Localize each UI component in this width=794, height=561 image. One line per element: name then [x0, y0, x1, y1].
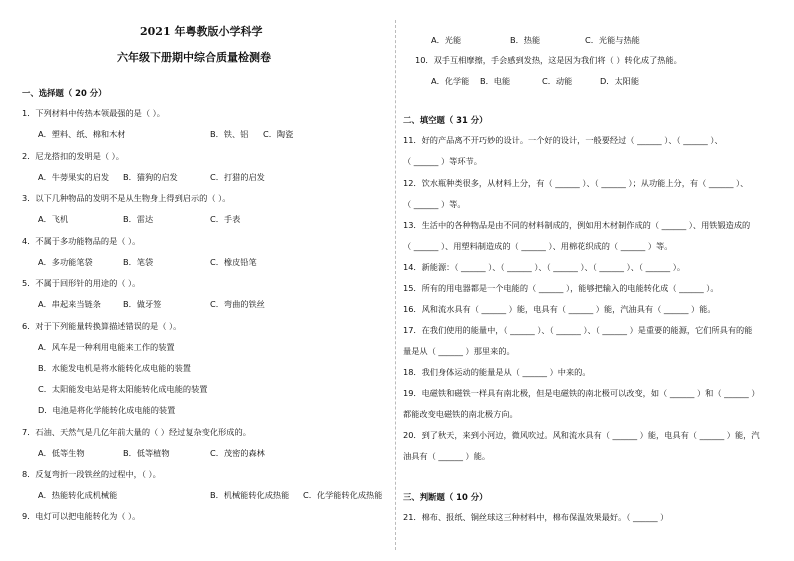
question-10: 10．双手互相摩擦，手会感到发热，这是因为我们将（ ）转化成了热能。: [415, 55, 682, 65]
question-6: 6．对于下列能量转换算描述错误的是（ ）。: [22, 321, 182, 331]
question-1: 1．下列材料中传热本领最强的是（ ）。: [22, 108, 165, 118]
q8-option-c: C．化学能转化成热能: [303, 490, 383, 500]
question-19-line2: 都能改变电磁铁的南北极方向。: [403, 409, 518, 419]
question-17-line1: 17．在我们使用的能量中，（ ______ ）、（ ______ ）、（ ______ ）是重要的能源，它们所具有的能: [403, 325, 753, 335]
question-19-line1: 19．电磁铁和磁铁一样具有南北极，但是电磁铁的南北极可以改变，如（ ______ ）和（ ______ ）: [403, 388, 760, 398]
question-15: 15．所有的用电器都是一个电能的（ ______ ），能够把输入的电能转化成（ ______ ）。: [403, 283, 719, 293]
question-18: 18．我们身体运动的能量是从（ ______ ）中来的。: [403, 367, 591, 377]
section-fill-heading: 二、填空题（ 31 分）: [403, 115, 488, 125]
q2-option-b: B．猫狗的启发: [123, 172, 178, 182]
question-14: 14．新能源：（ ______ ）、（ ______ ）、（ ______ ）、（ ______ ）、（ ______ ）。: [403, 262, 686, 272]
q9-option-b: B．热能: [510, 35, 541, 45]
q10-option-c: C．动能: [542, 76, 573, 86]
question-11-line1: 11．好的产品离不开巧妙的设计。一个好的设计，一般要经过（ ______ ）、（ ______ ）、: [403, 135, 723, 145]
q1-option-a: A．塑料、纸、棉和木材: [38, 129, 126, 139]
left-column: [0, 0, 395, 561]
page-title: 2021 年粤教版小学科学: [140, 25, 263, 38]
question-8: 8．反复弯折一段铁丝的过程中，（ ）。: [22, 469, 161, 479]
question-21: 21．棉布、报纸、铜丝球这三种材料中，棉布保温效果最好。（ ______ ）: [403, 512, 669, 522]
question-9: 9．电灯可以把电能转化为（ ）。: [22, 511, 141, 521]
q4-option-a: A．多功能笔袋: [38, 257, 93, 267]
q6-option-b: B．水能发电机是将水能转化成电能的装置: [38, 363, 191, 373]
q3-option-c: C．手表: [210, 214, 241, 224]
question-12-line2: （ ______ ）等。: [403, 199, 466, 209]
q3-option-b: B．雷达: [123, 214, 154, 224]
section-choice-heading: 一、选择题（ 20 分）: [22, 88, 107, 98]
question-4: 4．不属于多功能物品的是（ ）。: [22, 236, 141, 246]
q8-option-b: B．机械能转化成热能: [210, 490, 290, 500]
q7-option-c: C．茂密的森林: [210, 448, 265, 458]
q2-option-a: A．牛蒡果实的启发: [38, 172, 110, 182]
q4-option-c: C．橡皮铅笔: [210, 257, 257, 267]
q1-option-c: C．陶瓷: [263, 129, 294, 139]
q3-option-a: A．飞机: [38, 214, 69, 224]
q5-option-a: A．串起来当链条: [38, 299, 101, 309]
q4-option-b: B．笔袋: [123, 257, 154, 267]
question-5: 5．不属于回形针的用途的（ ）。: [22, 278, 141, 288]
q5-option-b: B．做牙签: [123, 299, 162, 309]
q6-option-c: C．太阳能发电站是将太阳能转化成电能的装置: [38, 384, 208, 394]
q7-option-a: A．低等生物: [38, 448, 85, 458]
question-2: 2．尼龙搭扣的发明是（ ）。: [22, 151, 124, 161]
q9-option-c: C．光能与热能: [585, 35, 640, 45]
question-12-line1: 12．饮水瓶种类很多，从材料上分，有（ ______ ）、（ ______ ）；从功能上分，有（ ______ ）、: [403, 178, 749, 188]
q1-option-b: B．铁、铝: [210, 129, 249, 139]
q2-option-c: C．打猎的启发: [210, 172, 265, 182]
q5-option-c: C．弯曲的铁丝: [210, 299, 265, 309]
q6-option-a: A．风车是一种利用电能来工作的装置: [38, 342, 175, 352]
question-17-line2: 量是从（ ______ ）那里来的。: [403, 346, 515, 356]
q7-option-b: B．低等植物: [123, 448, 170, 458]
q9-option-a: A．光能: [431, 35, 462, 45]
question-3: 3．以下几种物品的发明不是从生物身上得到启示的（ ）。: [22, 193, 231, 203]
question-13-line2: （ ______ ）、用塑料制造成的（ ______ ）、用棉花织成的（ ______ ）等。: [403, 241, 673, 251]
section-judge-heading: 三、判断题（ 10 分）: [403, 492, 488, 502]
q8-option-a: A．热能转化成机械能: [38, 490, 118, 500]
q10-option-b: B．电能: [480, 76, 511, 86]
question-20-line2: 油具有（ ______ ）能。: [403, 451, 491, 461]
question-16: 16．风和流水具有（ ______ ）能，电具有（ ______ ）能，汽油具有（ ______ ）能。: [403, 304, 716, 314]
question-13-line1: 13．生活中的各种物品是由不同的材料制成的，例如用木材制作成的（ ______ ）、用铁锻造成的: [403, 220, 751, 230]
q10-option-a: A．化学能: [431, 76, 470, 86]
question-11-line2: （ ______ ）等环节。: [403, 156, 482, 166]
right-column: [395, 0, 794, 561]
page-subtitle: 六年级下册期中综合质量检测卷: [117, 51, 271, 64]
q6-option-d: D．电池是将化学能转化成电能的装置: [38, 405, 176, 415]
question-7: 7．石油、天然气是几亿年前大量的（ ）经过复杂变化形成的。: [22, 427, 251, 437]
question-20-line1: 20．到了秋天，来到小河边，微风吹过。风和流水具有（ ______ ）能，电具有（ ______ ）能，汽: [403, 430, 760, 440]
q10-option-d: D．太阳能: [600, 76, 640, 86]
